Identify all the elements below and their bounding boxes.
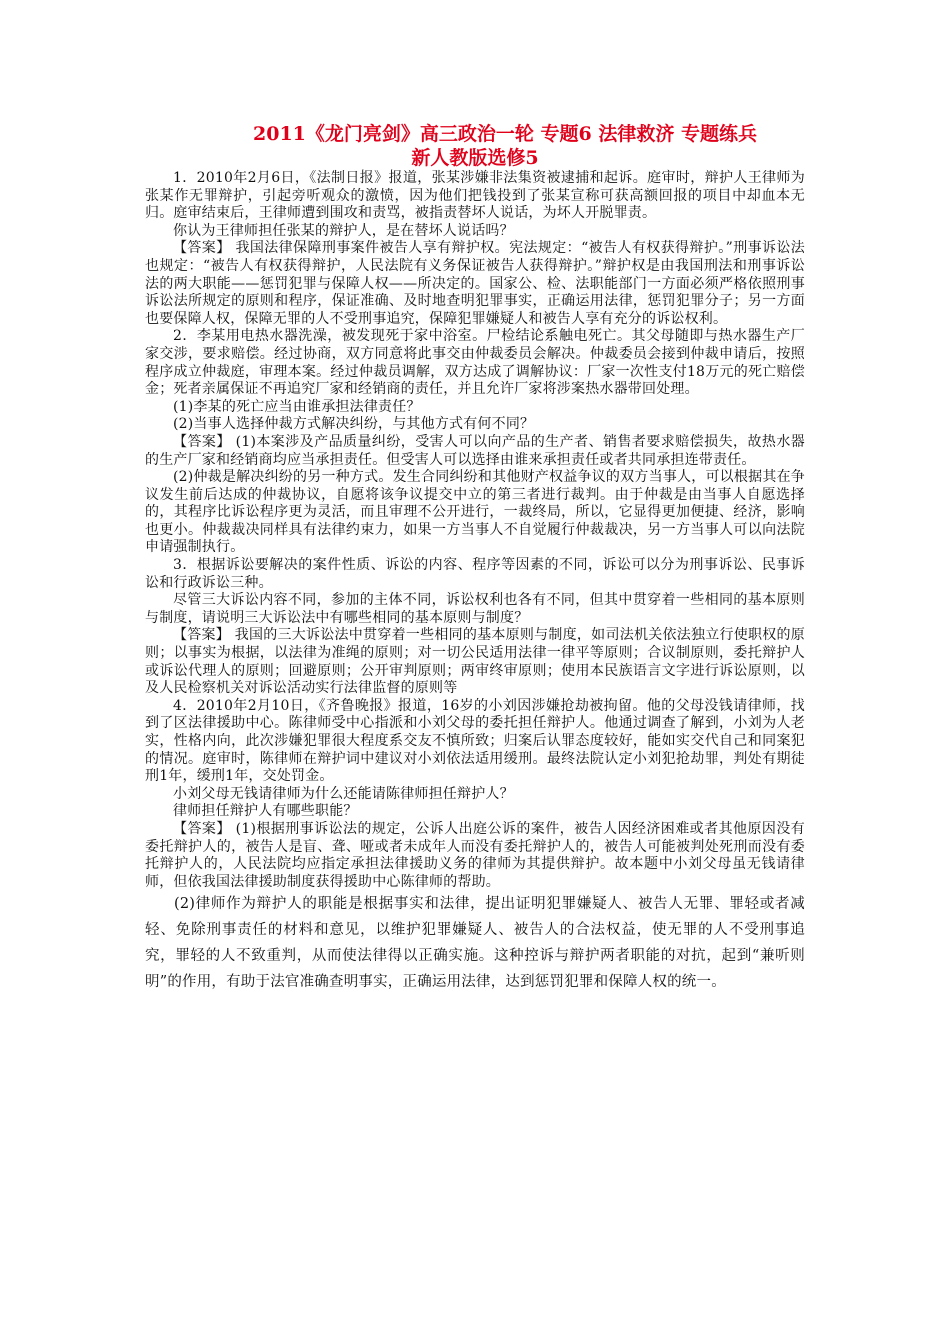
question-3-prompt: 尽管三大诉讼内容不同，参加的主体不同，诉讼权利也各有不同，但其中贯穿着一些相同的基本原则与制度，请说明三大诉讼法中有哪些相同的基本原则与制度？ (145, 592, 805, 626)
question-3: 3．根据诉讼要解决的案件性质、诉讼的内容、程序等因素的不同，诉讼可以分为刑事诉讼、民事诉讼和行政诉讼三种。 (145, 557, 805, 591)
answer-4-part-2: (2)律师作为辩护人的职能是根据事实和法律，提出证明犯罪嫌疑人、被告人无罪、罪轻或者减轻、免除刑事责任的材料和意见，以维护犯罪嫌疑人、被告人的合法权益，使无罪的人不受刑事追究，罪轻的人不致重判，从而使法律得以正确实施。这种控诉与辩护两者职能的对抗，起到“兼听则明”的作用，有助于法官准确查明事实，正确运用法律，达到惩罚犯罪和保障人权的统一。 (145, 896, 805, 991)
question-1-prompt: 你认为王律师担任张某的辩护人，是在替坏人说话吗？ (173, 222, 514, 239)
question-4-prompt-2: 律师担任辩护人有哪些职能？ (173, 803, 358, 820)
answer-3: 【答案】 我国的三大诉讼法中贯穿着一些相同的基本原则与制度，如司法机关依法独立行使职权的原则；以事实为根据，以法律为准绳的原则；对一切公民适用法律一律平等原则；合议制原则，委托辩护人或诉讼代理人的原则；回避原则；公开审判原则；两审终审原则；使用本民族语言文字进行诉讼原则，以及人民检察机关对诉讼活动实行法律监督的原则等 (145, 627, 805, 697)
document-page (145, 122, 805, 995)
document-title-line-2: 新人教版选修5 (411, 147, 539, 169)
question-1: 1．2010年2月6日，《法制日报》报道，张某涉嫌非法集资被逮捕和起诉。庭审时，辩护人王律师为张某作无罪辩护，引起旁听观众的激愤，因为他们把钱投到了张某宣称可获高额回报的项目中却血本无归。庭审结束后，王律师遭到围攻和责骂，被指责替坏人说话，为坏人开脱罪责。 (145, 170, 805, 222)
answer-4-part-1: 【答案】 (1)根据刑事诉讼法的规定，公诉人出庭公诉的案件，被告人因经济困难或者其他原因没有委托辩护人的，被告人是盲、聋、哑或者未成年人而没有委托辩护人的，被告人可能被判处死刑而没有委托辩护人的，人民法院均应指定承担法律援助义务的律师为其提供辩护。故本题中小刘父母虽无钱请律师，但依我国法律援助制度获得援助中心陈律师的帮助。 (145, 820, 805, 890)
question-2-sub-1: (1)李某的死亡应当由谁承担法律责任？ (173, 398, 421, 415)
question-4: 4．2010年2月10日，《齐鲁晚报》报道，16岁的小刘因涉嫌抢劫被拘留。他的父母没钱请律师，找到了区法律援助中心。陈律师受中心指派和小刘父母的委托担任辩护人。他通过调查了解到，小刘为人老实，性格内向，此次涉嫌犯罪很大程度系交友不慎所致；归案后认罪态度较好，能如实交代自己和同案犯的情况。庭审时，陈律师在辩护词中建议对小刘依法适用缓刑。最终法院认定小刘犯抢劫罪，判处有期徒刑1年，缓刑1年，交处罚金。 (145, 697, 805, 785)
answer-1: 【答案】 我国法律保障刑事案件被告人享有辩护权。宪法规定：“被告人有权获得辩护。”刑事诉讼法也规定：“被告人有权获得辩护，人民法院有义务保证被告人获得辩护。”辩护权是由我国刑法和刑事诉讼法的两大职能——惩罚犯罪与保障人权——所决定的。国家公、检、法职能部门一方面必须严格依照刑事诉讼法所规定的原则和程序，保证准确、及时地查明犯罪事实，正确运用法律，惩罚犯罪分子；另一方面也要保障人权，保障无罪的人不受刑事追究，保障犯罪嫌疑人和被告人享有充分的诉讼权利。 (145, 240, 805, 327)
answer-2-part-2: (2)仲裁是解决纠纷的另一种方式。发生合同纠纷和其他财产权益争议的双方当事人，可以根据其在争议发生前后达成的仲裁协议，自愿将该争议提交中立的第三者进行裁判。由于仲裁是由当事人自愿选择的，其程序比诉讼程序更为灵活，而且审理不公开进行，一裁终局，所以，它显得更加便捷、经济，影响也更小。仲裁裁决同样具有法律约束力，如果一方当事人不自觉履行仲裁裁决，另一方当事人可以向法院申请强制执行。 (145, 469, 805, 556)
document-title-line-1: 2011《龙门亮剑》高三政治一轮 专题6 法律救济 专题练兵 (253, 123, 757, 145)
answer-2-part-1: 【答案】 (1)本案涉及产品质量纠纷，受害人可以向产品的生产者、销售者要求赔偿损失，故热水器的生产厂家和经销商均应当承担责任。但受害人可以选择由谁来承担责任或者共同承担连带责任。 (145, 433, 805, 468)
question-2-sub-2: (2)当事人选择仲裁方式解决纠纷，与其他方式有何不同？ (173, 416, 535, 433)
question-4-prompt-1: 小刘父母无钱请律师为什么还能请陈律师担任辩护人？ (173, 785, 514, 802)
question-2: 2．李某用电热水器洗澡，被发现死于家中浴室。尸检结论系触电死亡。其父母随即与热水器生产厂家交涉，要求赔偿。经过协商，双方同意将此事交由仲裁委员会解决。仲裁委员会接到仲裁申请后，按照程序成立仲裁庭，审理本案。经过仲裁员调解，双方达成了调解协议：厂家一次性支付18万元的死亡赔偿金；死者亲属保证不再追究厂家和经销商的责任，并且允许厂家将涉案热水器带回处理。 (145, 328, 805, 398)
